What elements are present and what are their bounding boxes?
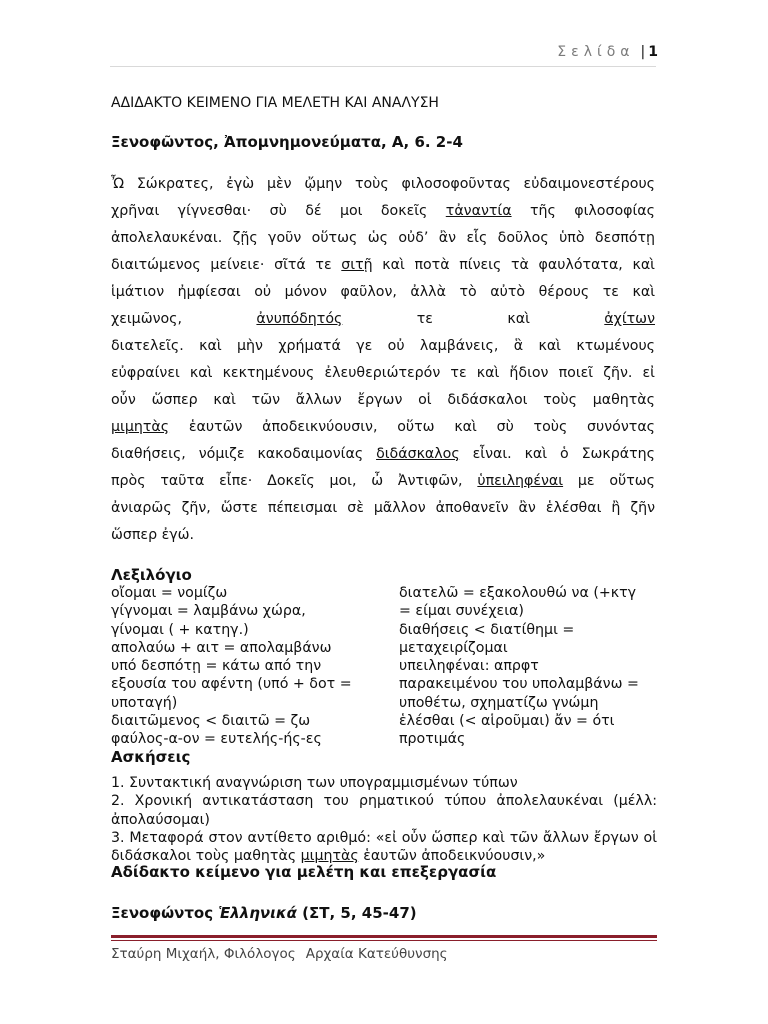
text-line: πρὸς ταῦτα εἶπε· Δοκεῖς μοι, ὦ Ἀντιφῶν, ὑπειληφέναι με οὕτως: [111, 473, 655, 489]
exercises-list: [111, 774, 657, 865]
page-label: Σελίδα: [557, 44, 635, 60]
underlined-word: σιτῇ: [341, 257, 373, 273]
underlined-word: ὑπειληφέναι: [477, 473, 564, 489]
vocabulary-right-column: [399, 584, 657, 749]
page-header: [557, 44, 658, 60]
text-line: ἀνιαρῶς ζῆν, ὥστε πέπεισμαι σὲ μᾶλλον ἀποθανεῖν ἂν ἑλέσθαι ἢ ζῆν: [111, 500, 655, 516]
underlined-word: ἀνυπόδητός: [256, 311, 343, 327]
vocab-entry: οἴομαι = νομίζω: [111, 585, 228, 601]
next-text-heading: Αδίδακτο κείμενο για μελέτη και επεξεργασία: [111, 863, 497, 881]
second-source-heading: Ξενοφώντος Ἑλληνικά (ΣΤ, 5, 45-47): [111, 904, 417, 922]
text-line: ὥσπερ ἐγώ.: [111, 527, 195, 543]
vocab-entry: μεταχειρίζομαι: [399, 639, 508, 656]
vocab-entry: υποθέτω, σχηματίζω γνώμη: [399, 694, 599, 711]
text-line: διαθήσεις, νόμιζε κακοδαιμονίας διδάσκαλος εἶναι. καὶ ὁ Σωκράτης: [111, 446, 656, 462]
vocab-entry: διαθήσεις < διατίθημι =: [399, 621, 575, 638]
underlined-word: διδάσκαλος: [376, 446, 460, 462]
vocab-entry: υπειληφέναι: απρφτ: [399, 658, 539, 675]
footer-author: Σταύρη Μιχαήλ, Φιλόλογος: [111, 946, 296, 962]
vocab-entry: φαύλος-α-ον = ευτελής-ής-ες: [111, 731, 322, 748]
text-line: χειμῶνος, ἀνυπόδητός τε καὶ ἀχίτων: [111, 311, 655, 327]
text-line: μιμητὰς ἑαυτῶν ἀποδεικνύουσιν, οὕτω καὶ σὺ τοὺς συνόντας: [111, 419, 655, 435]
underlined-word: μιμητὰς: [111, 419, 170, 435]
exercise-item: 3. Μεταφορά στον αντίθετο αριθμό: «εἰ οὖν ὥσπερ καὶ τῶν ἄλλων ἔργων οἱ διδάσκαλοι τοὺς μαθητὰς μιμητὰς ἑαυτῶν ἀποδεικνύουσιν,»: [111, 829, 657, 865]
vocab-entry: εξουσία του αφέντη (υπό + δοτ =: [111, 676, 352, 693]
vocabulary-left-column: [111, 584, 373, 749]
vocab-entry: γίγνομαι = λαμβάνω χώρα,: [111, 603, 306, 620]
vocab-entry: απολαύω + αιτ = απολαμβάνω: [111, 639, 332, 656]
work-title: Ἑλληνικά: [218, 904, 297, 922]
ancient-text-paragraph: [111, 171, 655, 549]
underlined-word: τἀναντία: [445, 203, 512, 219]
text-line: χρῆναι γίγνεσθαι· σὺ δέ μοι δοκεῖς τἀναντία τῆς φιλοσοφίας: [111, 203, 655, 219]
vocabulary-list: [111, 584, 657, 749]
footer-course: Αρχαία Κατεύθυνσης: [305, 946, 448, 962]
vocab-entry: γίνομαι ( + κατηγ.): [111, 621, 249, 638]
text-line: εὐφραίνει καὶ κεκτημένους ἐλευθεριώτερόν τε καὶ ἥδιον ποιεῖ ζῆν. εἰ: [111, 365, 655, 381]
vocab-entry: παρακειμένου του υπολαμβάνω =: [399, 676, 639, 693]
text-line: ἀπολελαυκέναι. ζῇς γοῦν οὕτως ὡς οὐδ’ ἂν εἷς δοῦλος ὑπὸ δεσπότῃ: [111, 230, 655, 246]
vocabulary-heading: Λεξιλόγιο: [111, 566, 192, 584]
page-footer: [111, 946, 458, 962]
vocab-entry: διατελῶ = εξακολουθώ να (+κτγ: [399, 585, 637, 601]
vocab-entry: υποταγή): [111, 694, 178, 711]
header-divider: [110, 66, 656, 67]
vocab-entry: ἑλέσθαι (< αἱροῦμαι) ἄν = ότι: [399, 713, 615, 730]
exercise-item: 1. Συντακτική αναγνώριση των υπογραμμισμένων τύπων: [111, 775, 518, 791]
vocab-entry: διαιτῶμενος < διαιτῶ = ζω: [111, 713, 311, 730]
text-line: Ὦ Σώκρατες, ἐγὼ μὲν ᾤμην τοὺς φιλοσοφοῦντας εὐδαιμονεστέρους: [111, 176, 655, 192]
text-line: οὖν ὥσπερ καὶ τῶν ἄλλων ἔργων οἱ διδάσκαλοι τοὺς μαθητὰς: [111, 392, 655, 408]
vocab-entry: = είμαι συνέχεια): [399, 603, 524, 620]
document-title: ΑΔΙΔΑΚΤΟ ΚΕΙΜΕΝΟ ΓΙΑ ΜΕΛΕΤΗ ΚΑΙ ΑΝΑΛΥΣΗ: [111, 95, 439, 111]
exercise-item: 2. Χρονική αντικατάσταση του ρηματικού τύπου ἀπολελαυκέναι (μέλλ: ἀπολαύσομαι): [111, 793, 657, 828]
exercises-heading: Ασκήσεις: [111, 748, 191, 766]
header-separator: |: [640, 44, 646, 60]
vocab-entry: υπό δεσπότῃ = κάτω από την: [111, 658, 322, 675]
underlined-word: μιμητὰς: [300, 848, 359, 865]
text-line: ἱμάτιον ἠμφίεσαι οὐ μόνον φαῦλον, ἀλλὰ τὸ αὐτὸ θέρους τε καὶ: [111, 284, 655, 300]
text-line: διαιτώμενος μείνειε· σῖτά τε σιτῇ καὶ ποτὰ πίνεις τὰ φαυλότατα, καὶ: [111, 257, 655, 273]
underlined-word: ἀχίτων: [604, 311, 655, 327]
page-number: 1: [648, 44, 658, 60]
footer-rule-thin: [111, 940, 657, 941]
vocab-entry: προτιμάς: [399, 731, 466, 748]
text-source-heading: Ξενοφῶντος, Ἀπομνημονεύματα, Α, 6. 2-4: [111, 133, 463, 151]
footer-rule-thick: [111, 935, 657, 938]
text-line: διατελεῖς. καὶ μὴν χρήματά γε οὐ λαμβάνεις, ἃ καὶ κτωμένους: [111, 338, 655, 354]
